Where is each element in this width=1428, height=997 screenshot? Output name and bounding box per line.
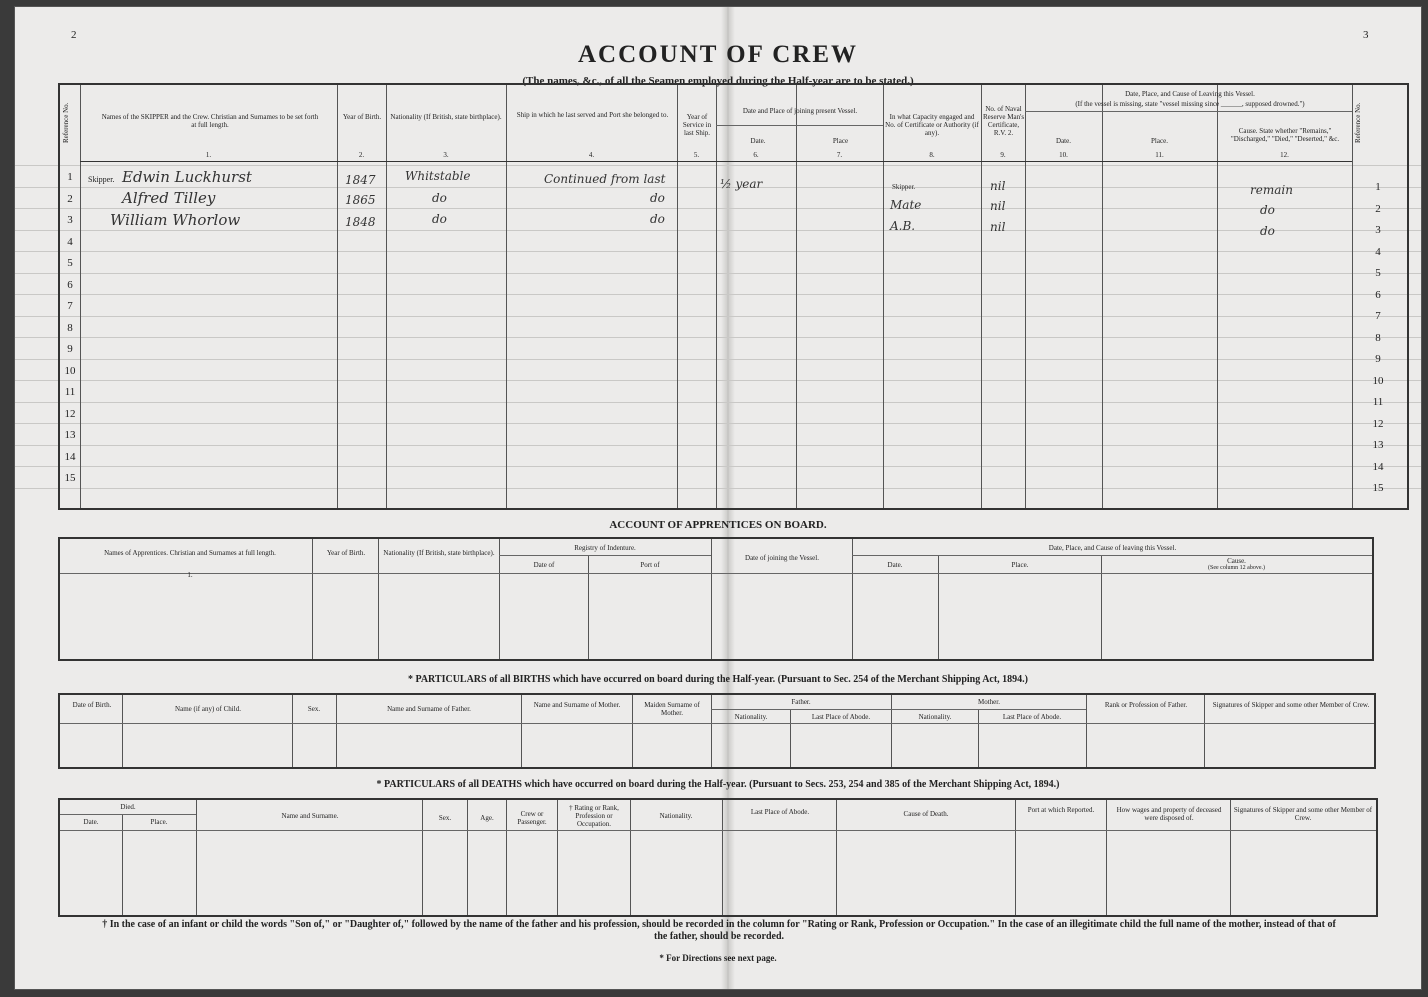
col-number: 12. [1280, 151, 1289, 159]
apprentice-year-header: Year of Birth. [326, 549, 366, 557]
skipper-label: Skipper. [88, 175, 115, 184]
row-number-right: 9 [1375, 353, 1381, 365]
row-number-left: 14 [64, 450, 76, 463]
crew-nationality: Whitstable [405, 169, 471, 183]
crew-naval: nil [990, 199, 1006, 213]
crew-capacity: Mate [890, 198, 922, 212]
apprentices-table [58, 537, 1374, 661]
rank-header: Rank or Profession of Father. [1104, 701, 1188, 709]
footnote-dagger: † In the case of an infant or child the words "Son of," or "Daughter of," followed by the name of the father and his profession, should be recorded in the column for "Rating or Rank, Profession or Occupation." In the case of an illegitimate child the full name of the mother, instead of that of the father, should be recorded. [102, 919, 1336, 942]
page-subtitle: (The names, &c., of all the Seamen employed during the Half-year are to be stated.) [522, 75, 914, 87]
apprentices-title: ACCOUNT OF APPRENTICES ON BOARD. [609, 519, 827, 531]
page-number-right: 3 [1363, 29, 1369, 41]
row-number-left: 4 [67, 235, 73, 248]
rating-header: † Rating or Rank, Profession or Occupation. [569, 804, 619, 829]
crew-naval: nil [990, 220, 1006, 234]
crew-cause: do [1260, 224, 1275, 238]
ref-no-header-left: Reference No. [62, 102, 70, 144]
leaving-place-header: Place. [1151, 137, 1168, 145]
row-number-left: 12 [64, 407, 76, 420]
col-number: 3. [443, 151, 449, 159]
death-age-header: Age. [480, 814, 494, 822]
col-number: 1. [205, 151, 212, 159]
births-table [58, 693, 1376, 769]
crew-table [58, 83, 1409, 510]
death-abode-header: Last Place of Abode. [750, 808, 810, 816]
leaving-note: (If the vessel is missing, state "vessel missing since ______, supposed drowned.") [1075, 100, 1305, 108]
apprentice-joining-header: Date of joining the Vessel. [745, 554, 819, 562]
mother-abode-header: Last Place of Abode. [1002, 713, 1062, 721]
apprentice-cause-header: Cause. [1227, 557, 1246, 565]
death-date-header: Date. [83, 818, 99, 826]
col-number: 4. [588, 151, 595, 159]
crew-passenger-header: Crew or Passenger. [517, 810, 547, 827]
father-header: Father. [791, 698, 811, 706]
crew-name: Edwin Luckhurst [122, 168, 252, 186]
apprentice-names-header: Names of Apprentices. Christian and Surnames at full length. [104, 549, 276, 557]
mother-name-header: Name and Surname of Mother. [533, 701, 621, 709]
crew-cause: remain [1250, 183, 1293, 197]
crew-last-ship: do [650, 191, 665, 205]
row-number-right: 3 [1375, 224, 1381, 236]
apprentice-cause-note: (See column 12 above.) [1208, 565, 1265, 571]
naval-header: No. of Naval Reserve Man's Certificate, R.V. 2. [982, 105, 1025, 138]
service-header: Year of Service in last Ship. [682, 113, 712, 138]
row-number-left: 10 [64, 364, 76, 377]
crew-last-ship: Continued from last [544, 172, 666, 186]
death-signatures-header: Signatures of Skipper and some other Member of Crew. [1233, 806, 1373, 823]
col-number: 9. [1000, 151, 1006, 159]
deaths-title: * PARTICULARS of all DEATHS which have occurred on board during the Half-year. (Pursuant to Secs. 253, 254 and 385 of the Merchant Shipping Act, 1894.) [376, 779, 1060, 790]
year-birth-header: Year of Birth. [342, 113, 382, 121]
col-number: 8. [929, 151, 935, 159]
row-number-right: 2 [1375, 202, 1381, 215]
apprentice-leaving-header: Date, Place, and Cause of leaving this Vessel. [1048, 544, 1177, 552]
row-number-left: 5 [67, 257, 73, 269]
joining-place-header: Place [832, 137, 849, 145]
child-name-header: Name (if any) of Child. [175, 705, 241, 713]
col-number: 10. [1059, 151, 1068, 159]
apprentice-nationality-header: Nationality (If British, state birthplace). [383, 549, 495, 557]
death-name-header: Name and Surname. [281, 812, 339, 820]
leaving-date-header: Date. [1056, 137, 1071, 145]
father-nationality-header: Nationality. [734, 713, 768, 721]
crew-capacity: A.B. [890, 219, 916, 233]
died-header: Died. [120, 803, 136, 811]
row-number-left: 1 [67, 171, 73, 183]
crew-last-ship: do [650, 212, 665, 226]
nationality-header: Nationality (If British, state birthplace). [390, 113, 502, 121]
birth-date-header: Date of Birth. [72, 701, 112, 709]
row-number-left: 3 [67, 214, 73, 226]
father-name-header: Name and Surname of Father. [387, 705, 471, 713]
crew-year: 1847 [345, 173, 376, 187]
row-number-left: 8 [67, 321, 73, 334]
cause-header: Cause. State whether "Remains," "Discharged," "Died," "Deserted," &c. [1230, 127, 1340, 144]
row-number-left: 6 [67, 278, 73, 291]
births-title: * PARTICULARS of all BIRTHS which have occurred on board during the Half-year. (Pursuant to Sec. 254 of the Merchant Shipping Act, 1894.) [407, 674, 1029, 685]
crew-name: William Whorlow [110, 211, 241, 229]
row-number-left: 13 [64, 429, 76, 441]
registry-header: Registry of Indenture. [574, 544, 636, 552]
row-number-right: 15 [1372, 482, 1384, 494]
row-number-right: 5 [1375, 267, 1381, 279]
row-number-right: 4 [1375, 245, 1381, 258]
col-number: 11. [1155, 151, 1164, 159]
row-number-left: 15 [64, 472, 76, 484]
crew-service: ½ year [720, 177, 763, 191]
crew-year: 1848 [345, 215, 376, 229]
death-cause-header: Cause of Death. [903, 810, 949, 818]
crew-cause: do [1260, 203, 1275, 217]
col-number: 6. [753, 151, 759, 159]
last-ship-header: Ship in which he last served and Port she belonged to. [516, 111, 669, 119]
row-number-right: 12 [1372, 417, 1384, 430]
footnote-directions: * For Directions see next page. [659, 953, 777, 963]
row-number-right: 6 [1375, 288, 1381, 301]
col-number: 2. [358, 151, 365, 159]
names-header: Names of the SKIPPER and the Crew. Christian and Surnames to be set forth at full length. [101, 113, 319, 130]
mother-header: Mother. [978, 698, 1000, 706]
birth-sex-header: Sex. [307, 705, 321, 713]
leaving-header: Date, Place, and Cause of Leaving this Vessel. [1125, 90, 1255, 98]
page-number-left: 2 [71, 29, 77, 41]
father-abode-header: Last Place of Abode. [811, 713, 871, 721]
apprentice-date-header: Date. [887, 561, 903, 569]
row-number-right: 10 [1372, 374, 1384, 387]
apprentice-col1: 1. [187, 571, 193, 579]
row-number-right: 13 [1372, 439, 1384, 451]
crew-nationality: do [432, 191, 447, 205]
row-number-right: 8 [1375, 331, 1381, 344]
row-number-left: 11 [64, 386, 76, 398]
page-title: ACCOUNT OF CREW [577, 41, 858, 68]
row-number-left: 2 [67, 192, 73, 205]
death-place-header: Place. [150, 818, 168, 826]
port-reported-header: Port at which Reported. [1027, 806, 1095, 814]
row-number-left: 9 [67, 343, 73, 355]
apprentice-place-header: Place. [1011, 561, 1029, 569]
col-number: 7. [836, 151, 843, 159]
col-number: 5. [693, 151, 700, 159]
capacity-header: In what Capacity engaged and No. of Certificate or Authority (if any). [885, 113, 979, 138]
crew-capacity: Skipper. [892, 183, 916, 191]
crew-naval: nil [990, 179, 1006, 193]
row-number-right: 7 [1375, 310, 1381, 322]
death-sex-header: Sex. [438, 814, 452, 822]
row-number-left: 7 [67, 300, 73, 312]
joining-date-header: Date. [750, 137, 766, 145]
date-of-header: Date of [533, 561, 555, 569]
row-number-right: 1 [1375, 181, 1381, 193]
joining-header: Date and Place of joining present Vessel. [742, 107, 858, 115]
birth-signatures-header: Signatures of Skipper and some other Member of Crew. [1212, 701, 1370, 709]
crew-nationality: do [432, 212, 447, 226]
logbook-page-spread [14, 6, 1422, 990]
deaths-table [58, 798, 1378, 917]
row-number-right: 11 [1372, 396, 1384, 408]
ref-no-header-right: Reference No. [1354, 102, 1362, 144]
wages-header: How wages and property of deceased were disposed of. [1116, 806, 1222, 823]
maiden-name-header: Maiden Surname of Mother. [644, 701, 700, 718]
death-nationality-header: Nationality. [659, 812, 693, 820]
mother-nationality-header: Nationality. [918, 713, 952, 721]
crew-name: Alfred Tilley [122, 189, 216, 207]
port-of-header: Port of [640, 561, 660, 569]
crew-year: 1865 [345, 193, 376, 207]
row-number-right: 14 [1372, 460, 1384, 473]
